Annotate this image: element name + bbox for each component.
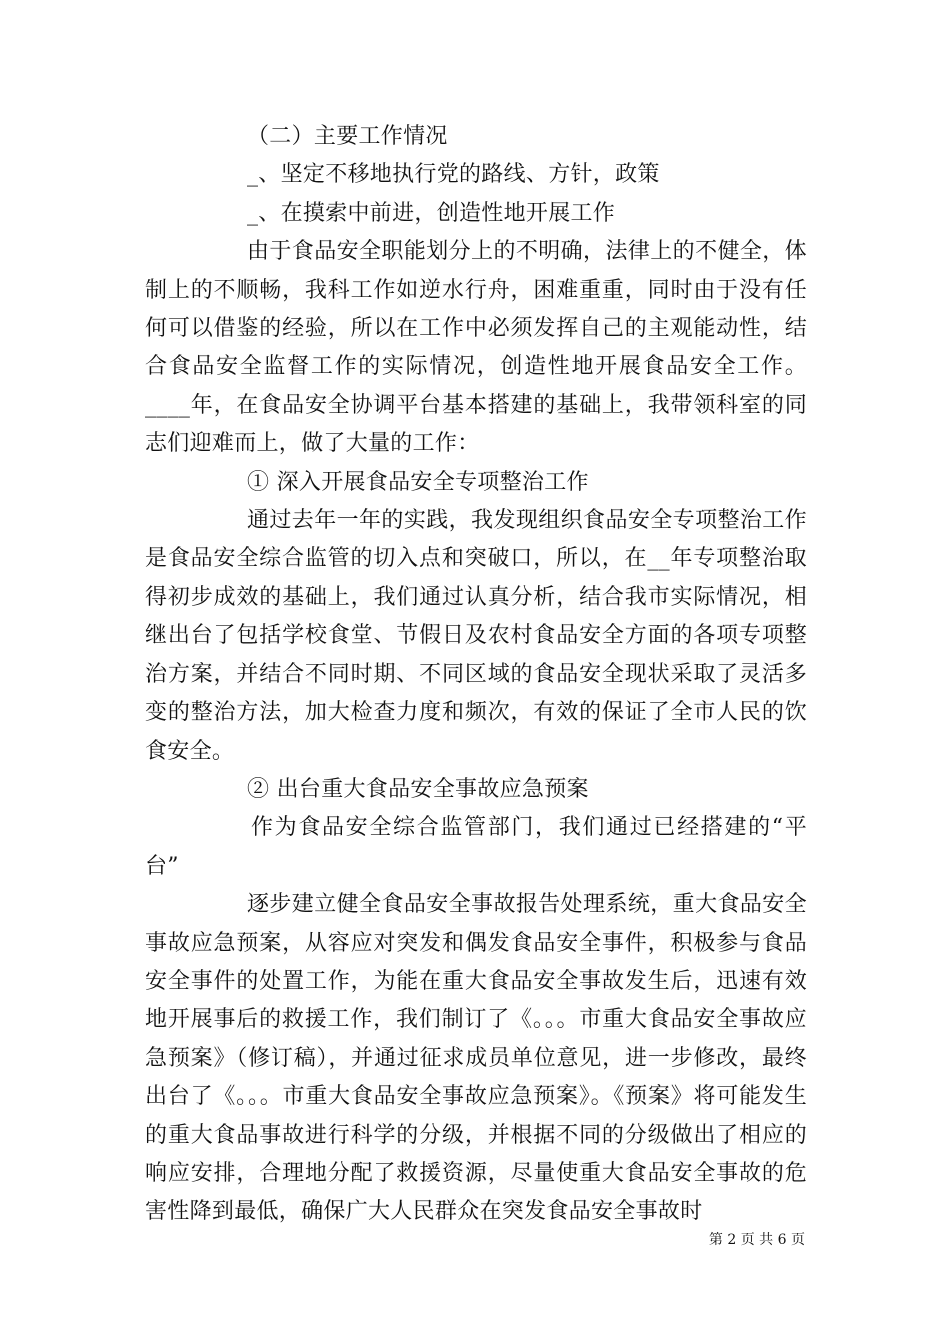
item-one: _、坚定不移地执行党的路线、方针，政策 bbox=[247, 162, 660, 188]
page-number-footer: 第 2 页 共 6 页 bbox=[708, 1232, 805, 1248]
subheading-2: ② 出台重大食品安全事故应急预案 bbox=[247, 776, 589, 802]
paragraph-4: 逐步建立健全食品安全事故报告处理系统，重大食品安全事故应急预案，从容应对突发和偶发食品安全事件，积极参与食品安全事件的处置工作，为能在重大食品安全事故发生后，迅速有效地开展事后的救援工作，我们制订了《。。。市重大食品安全事故应急预案》（修订稿），并通过征求成员单位意见，进一步修改，最终出台了《。。。市重大食品安全事故应急预案》。《预案》将可能发生的重大食品事故进行科学的分级，并根据不同的分级做出了相应的响应安排，合理地分配了救援资源，尽量使重大食品安全事故的危害性降到最低，确保广大人民群众在突发食品安全事故时 bbox=[145, 892, 807, 1225]
paragraph-2: 通过去年一年的实践，我发现组织食品安全专项整治工作是食品安全综合监管的切入点和突破口，所以，在__年专项整治取得初步成效的基础上，我们通过认真分析，结合我市实际情况，相继出台了包括学校食堂、节假日及农村食品安全方面的各项专项整治方案，并结合不同时期、不同区域的食品安全现状采取了灵活多变的整治方法，加大检查力度和频次，有效的保证了全市人民的饮食安全。 bbox=[145, 508, 807, 764]
subheading-1: ① 深入开展食品安全专项整治工作 bbox=[247, 469, 589, 495]
item-two: _、在摸索中前进，创造性地开展工作 bbox=[247, 200, 616, 226]
document-body bbox=[145, 118, 807, 1232]
section-heading: （二）主要工作情况 bbox=[247, 124, 448, 149]
paragraph-3: 作为食品安全综合监管部门，我们通过已经搭建的“平台” bbox=[145, 815, 807, 879]
paragraph-1: 由于食品安全职能划分上的不明确，法律上的不健全，体制上的不顺畅，我科工作如逆水行舟，困难重重，同时由于没有任何可以借鉴的经验，所以在工作中必须发挥自己的主观能动性，结合食品安全监督工作的实际情况，创造性地开展食品安全工作。____年，在食品安全协调平台基本搭建的基础上，我带领科室的同志们迎难而上，做了大量的工作： bbox=[145, 239, 807, 457]
